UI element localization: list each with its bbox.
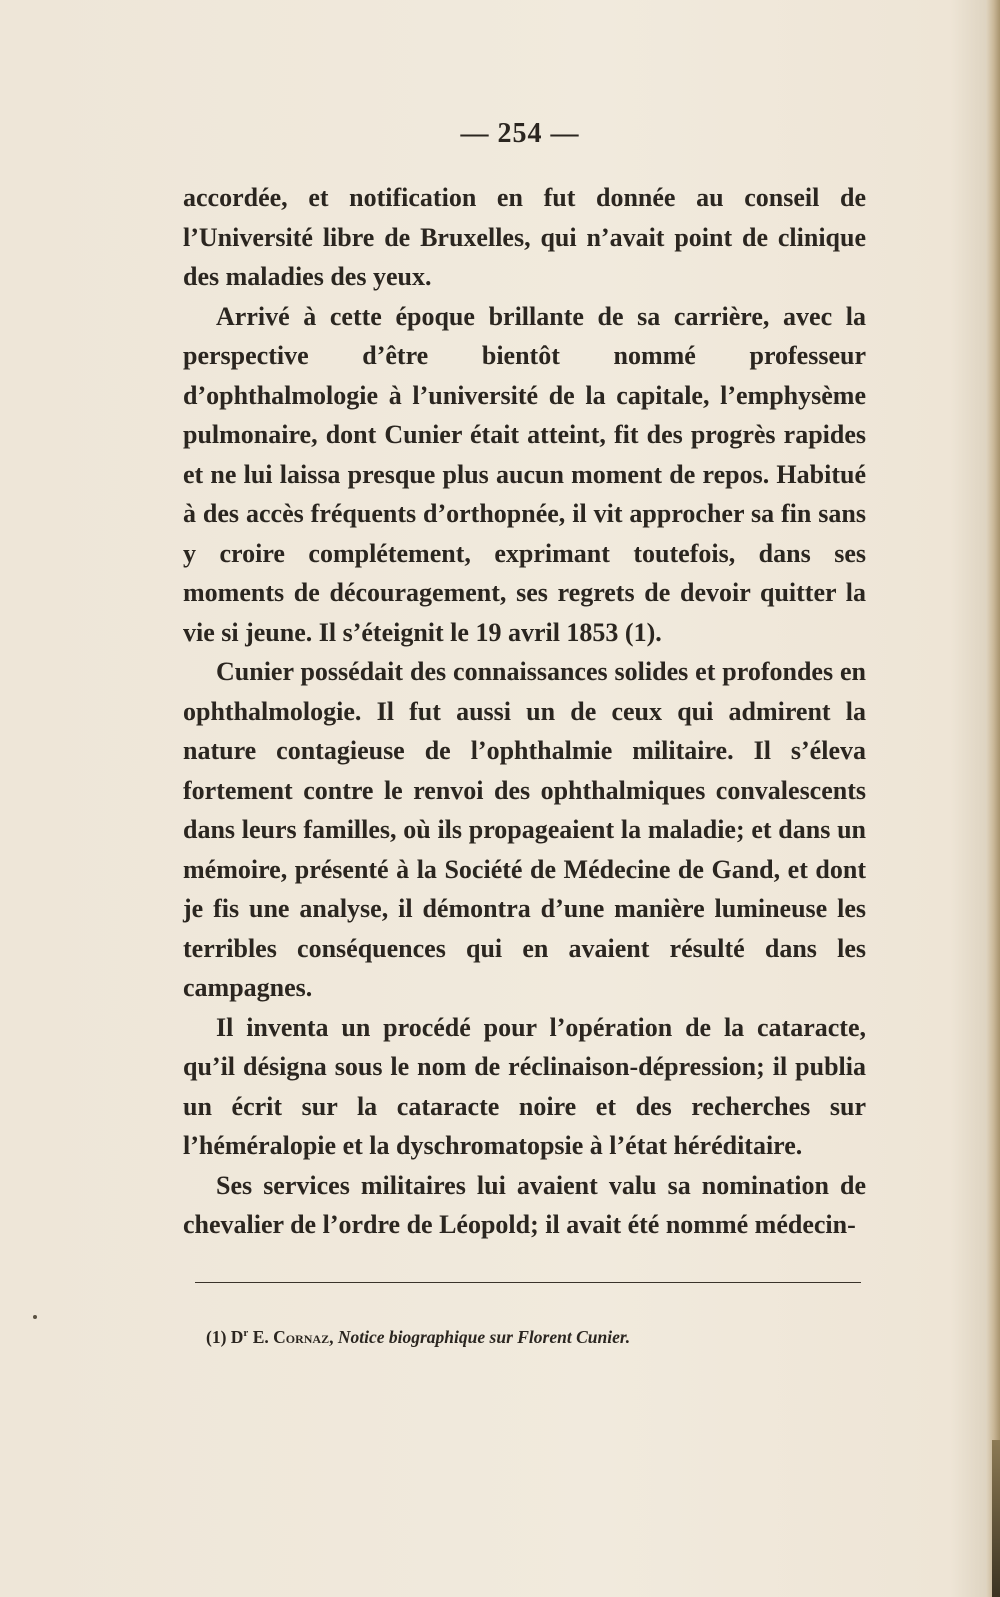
paragraph-2: Arrivé à cette époque brillante de sa carrière, avec la perspective d’être bientôt nommé professeur d’ophthalmologie à l’université de la capitale, l’emphysème pulmonaire, dont Cunier était atteint, fit des progrès rapides et ne lui laissa presque plus aucun moment de repos. Habitué à des accès fréquents d’orthopnée, il vit approcher sa fin sans y croire complétement, exprimant toutefois, dans ses moments de découragement, ses regrets de devoir quitter la vie si jeune. Il s’éteignit le 19 avril 1853 (1). <box>183 301 866 647</box>
paper-speck <box>33 1315 37 1319</box>
body-text <box>183 178 866 1245</box>
footnote-rule <box>195 1282 861 1283</box>
footnote-title-sup: r <box>243 1327 249 1340</box>
paragraph-1: accordée, et notification en fut donnée au conseil de l’Université libre de Bruxelles, qui n’avait point de clinique des maladies des yeux. <box>183 183 866 291</box>
footnote-title-abbrev: D <box>230 1327 244 1347</box>
paragraph-5: Ses services militaires lui avaient valu sa nomination de chevalier de l’ordre de Léopold; il avait été nommé médecin- <box>183 1170 866 1239</box>
footnote-work-title: Notice biographique sur Florent Cunier. <box>337 1327 631 1347</box>
page-number: — 254 — <box>460 118 580 149</box>
footnote-marker: (1) <box>206 1327 227 1347</box>
page-edge <box>986 0 1000 1597</box>
paragraph-4: Il inventa un procédé pour l’opération de la cataracte, qu’il désigna sous le nom de réclinaison-dépression; il publia un écrit sur la cataracte noire et des recherches sur l’héméralopie et la dyschromatopsie à l’état héréditaire. <box>183 1012 866 1160</box>
paragraph-3: Cunier possédait des connaissances solides et profondes en ophthalmologie. Il fut aussi un de ceux qui admirent la nature contagieuse de l’ophthalmie militaire. Il s’éleva fortement contre le renvoi des ophthalmiques convalescents dans leurs familles, où ils propageaient la maladie; et dans un mémoire, présenté à la Société de Médecine de Gand, et dont je fis une analyse, il démontra d’une manière lumineuse les terribles conséquences qui en avaient résulté dans les campagnes. <box>183 657 866 1002</box>
footnote <box>206 1325 866 1349</box>
footnote-author-name: Cornaz, <box>273 1327 334 1347</box>
footnote-author-initial: E. <box>252 1327 269 1347</box>
page-edge-shadow <box>992 1440 1000 1597</box>
